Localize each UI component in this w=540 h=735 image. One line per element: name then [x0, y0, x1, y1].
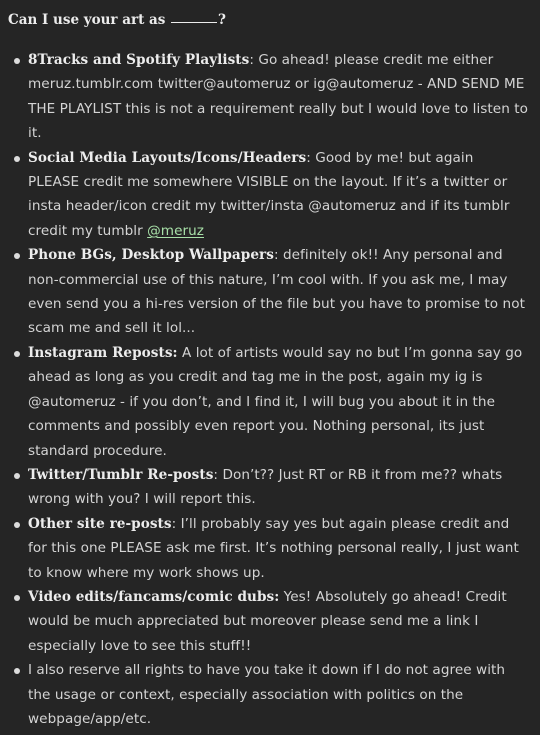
item-separator: :	[306, 149, 316, 166]
item-separator: :	[213, 466, 223, 483]
item-text: I’ll probably say yes but again please credit and for this one PLEASE ask me first. It’s nothing personal really, I just want to know where my work shows up.	[28, 515, 519, 581]
list-item-wallpapers	[8, 243, 528, 341]
item-text: Don’t?? Just RT or RB it from me?? whats wrong with you? I will report this.	[28, 466, 503, 508]
item-text: Go ahead! please credit me either meruz.tumblr.com twitter@automeruz or ig@automeruz - AND SEND ME THE PLAYLIST this is not a requirement really but I would love to listen to it.	[28, 52, 528, 142]
list-item-rights-reserved	[8, 658, 528, 731]
list-item-other-sites	[8, 512, 528, 585]
item-separator: :	[273, 247, 283, 264]
item-text: A lot of artists would say no but I’m gonna say go ahead as long as you credit and tag me in the post, again my ig is @automeruz - if you don’t, and I find it, I will bug you about it in the comments and possibly even report you. Nothing personal, its just standard procedure.	[28, 344, 523, 459]
item-text: Yes! Absolutely go ahead! Credit would be much appreciated but moreover please send me a link I especially love to see this stuff!!	[28, 588, 507, 654]
item-text: Good by me! but again PLEASE credit me somewhere VISIBLE on the layout. If it’s a twitter or insta header/icon credit my twitter/insta @automeruz and if its tumblr credit my tumblr	[28, 149, 510, 239]
item-text: definitely ok!! Any personal and non-commercial use of this nature, I’m cool with. If you ask me, I may even send you a hi-res version of the file but you have to promise to not scam me and sell it lol...	[28, 247, 525, 337]
item-text: I also reserve all rights to have you take it down if I do not agree with the usage or context, especially association with politics on the webpage/app/etc.	[28, 662, 506, 727]
item-term: Twitter/Tumblr Re-posts	[28, 466, 214, 483]
item-term: Phone BGs, Desktop Wallpapers	[28, 247, 274, 264]
title-text: Can I use your art as	[8, 12, 171, 28]
bullet-icon	[14, 473, 20, 479]
item-term: Social Media Layouts/Icons/Headers	[28, 149, 307, 166]
item-term: 8Tracks and Spotify Playlists	[28, 52, 250, 68]
usage-permissions-list	[8, 48, 528, 731]
item-term: Video edits/fancams/comic dubs:	[28, 588, 280, 605]
list-item-playlists	[8, 48, 528, 146]
title-question-mark: ?	[218, 12, 226, 28]
bullet-icon	[14, 156, 20, 162]
tumblr-link[interactable]: @meruz	[147, 222, 204, 239]
item-term: Other site re-posts	[28, 515, 172, 532]
list-item-twitter-tumblr	[8, 463, 528, 512]
item-term: Instagram Reposts:	[28, 344, 178, 361]
bullet-icon	[14, 58, 20, 64]
bullet-icon	[14, 668, 20, 674]
item-separator: :	[249, 52, 259, 68]
bullet-icon	[14, 522, 20, 528]
list-item-social-media	[8, 146, 528, 244]
list-item-video-edits	[8, 585, 528, 658]
bullet-icon	[14, 351, 20, 357]
bullet-icon	[14, 595, 20, 601]
list-item-instagram	[8, 341, 528, 463]
bullet-icon	[14, 253, 20, 259]
page-title	[8, 10, 528, 30]
title-blank-line	[171, 21, 217, 23]
item-separator: :	[171, 515, 181, 532]
